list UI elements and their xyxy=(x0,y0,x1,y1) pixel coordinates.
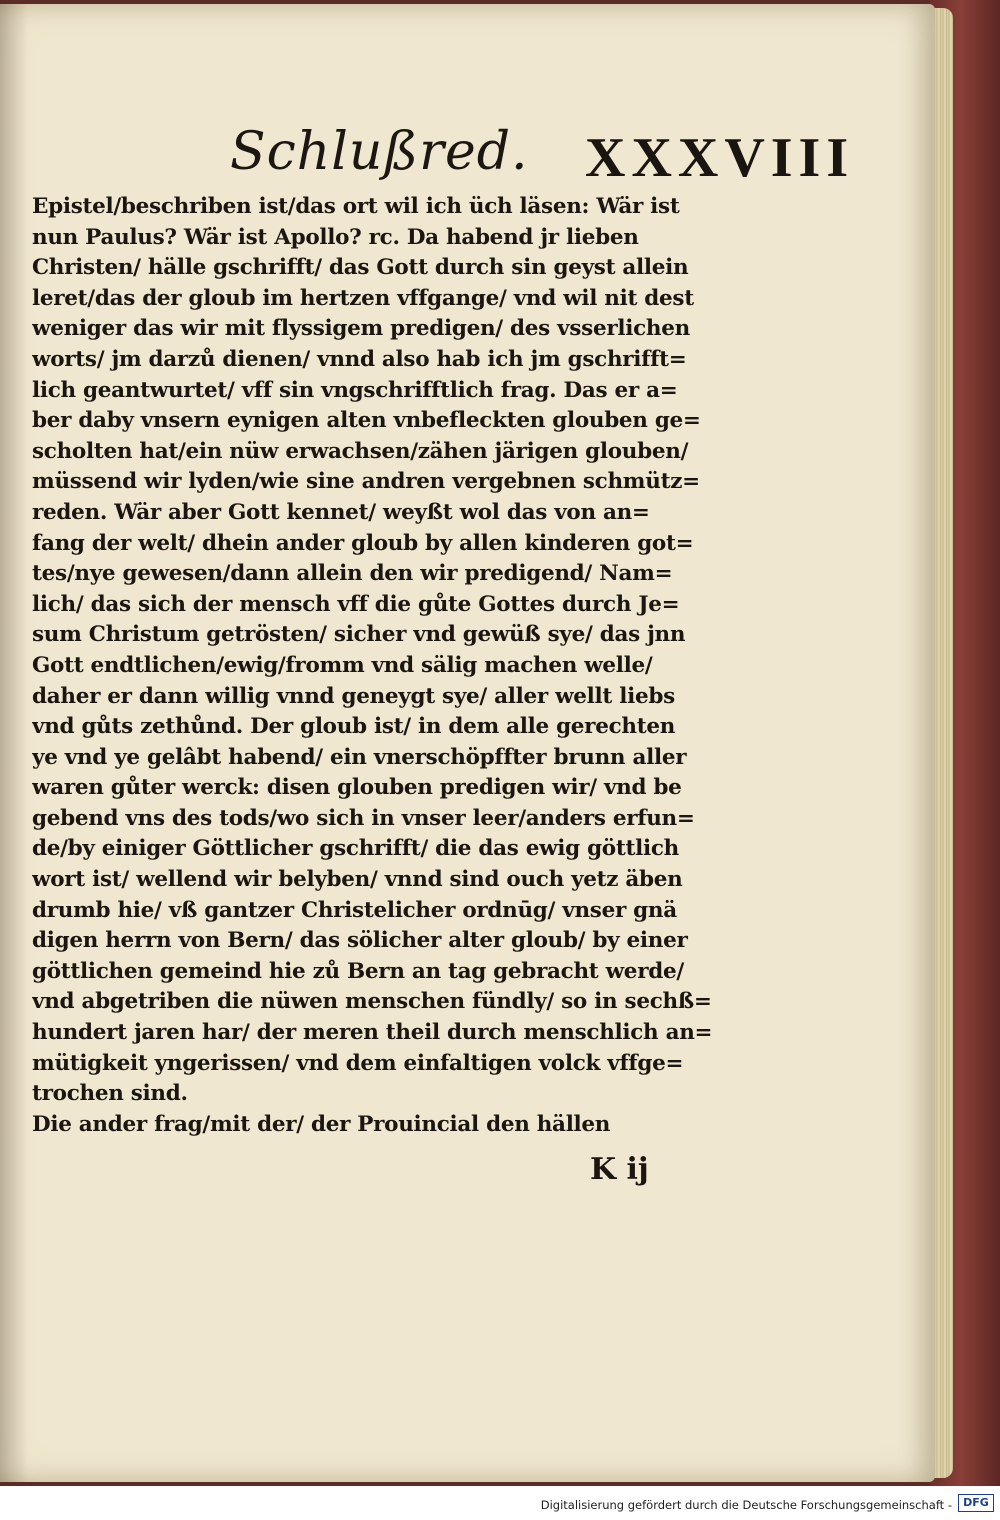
text-line: Die ander frag/mit der/ der Prouincial den hällen xyxy=(32,1111,611,1137)
footer-bar xyxy=(0,1486,1000,1520)
text-line: Epistel/beschriben ist/das ort wil ich üch läsen: Wär ist xyxy=(32,194,680,219)
funding-credit: Digitalisierung gefördert durch die Deutsche Forschungsgemeinschaft - xyxy=(540,1498,952,1512)
text-line: mütigkeit yngerissen/ vnd dem einfaltigen volck vffge= xyxy=(32,1050,684,1076)
text-line: digen herrn von Bern/ das sölicher alter gloub/ by einer xyxy=(32,928,688,954)
text-line: Gott endtlichen/ewig/fromm vnd sälig machen welle/ xyxy=(32,652,653,678)
text-line: de/by einiger Göttlicher gschrifft/ die das ewig göttlich xyxy=(32,836,679,862)
text-line: scholten hat/ein nüw erwachsen/zähen järigen glouben/ xyxy=(32,438,689,464)
text-line: worts/ jm darzů dienen/ vnnd also hab ich jm gschrifft= xyxy=(32,346,687,372)
book-page xyxy=(0,4,935,1482)
text-line: müssend wir lyden/wie sine andren vergebnen schmütz= xyxy=(32,469,700,495)
text-line: daher er dann willig vnnd geneygt sye/ aller wellt liebs xyxy=(32,683,675,709)
text-line: vnd abgetriben die nüwen menschen fündly/ so in sechß= xyxy=(32,989,712,1015)
gutter-shadow xyxy=(0,4,28,1482)
text-line: tes/nye gewesen/dann allein den wir predigend/ Nam= xyxy=(32,561,673,587)
text-line: leret/das der gloub im hertzen vffgange/ vnd wil nit dest xyxy=(32,285,694,311)
text-line: ye vnd ye gelâbt habend/ ein vnerschöpffter brunn aller xyxy=(32,744,687,770)
text-line: waren gůter werck: disen glouben predigen wir/ vnd be xyxy=(32,775,682,801)
text-line: nun Paulus? Wär ist Apollo? rc. Da habend jr lieben xyxy=(32,224,639,250)
text-line: fang der welt/ dhein ander gloub by allen kinderen got= xyxy=(32,530,694,556)
text-line: gebend vns des tods/wo sich in vnser leer/anders erfun= xyxy=(32,805,695,831)
running-head: Schlußred. xyxy=(230,122,529,182)
text-line: weniger das wir mit flyssigem predigen/ des vsserlichen xyxy=(32,316,690,342)
text-line: drumb hie/ vß gantzer Christelicher ordnūg/ vnser gnä xyxy=(32,897,677,923)
folio-number: XXXVIII xyxy=(585,127,855,189)
text-line: göttlichen gemeind hie zů Bern an tag gebracht werde/ xyxy=(32,958,684,984)
text-line: hundert jaren har/ der meren theil durch menschlich an= xyxy=(32,1020,713,1046)
text-line: lich geantwurtet/ vff sin vngschrifftlich frag. Das er a= xyxy=(32,377,678,403)
text-line: reden. Wär aber Gott kennet/ weyßt wol das von an= xyxy=(32,499,650,525)
catchword-signature: K ij xyxy=(590,1152,649,1187)
dfg-logo-icon[interactable]: DFG xyxy=(958,1494,994,1512)
text-line: wort ist/ wellend wir belyben/ vnnd sind ouch yetz äben xyxy=(32,867,683,893)
text-block xyxy=(32,192,732,1140)
text-line: ber daby vnsern eynigen alten vnbefleckten glouben ge= xyxy=(32,408,701,434)
text-line: Christen/ hälle gschrifft/ das Gott durch sin geyst allein xyxy=(32,255,689,281)
text-line: trochen sind. xyxy=(32,1081,188,1107)
text-line: lich/ das sich der mensch vff die gůte Gottes durch Je= xyxy=(32,591,680,617)
text-line: vnd gůts zethůnd. Der gloub ist/ in dem alle gerechten xyxy=(32,714,676,740)
text-line: sum Christum getrösten/ sicher vnd gewüß sye/ das jnn xyxy=(32,622,686,648)
